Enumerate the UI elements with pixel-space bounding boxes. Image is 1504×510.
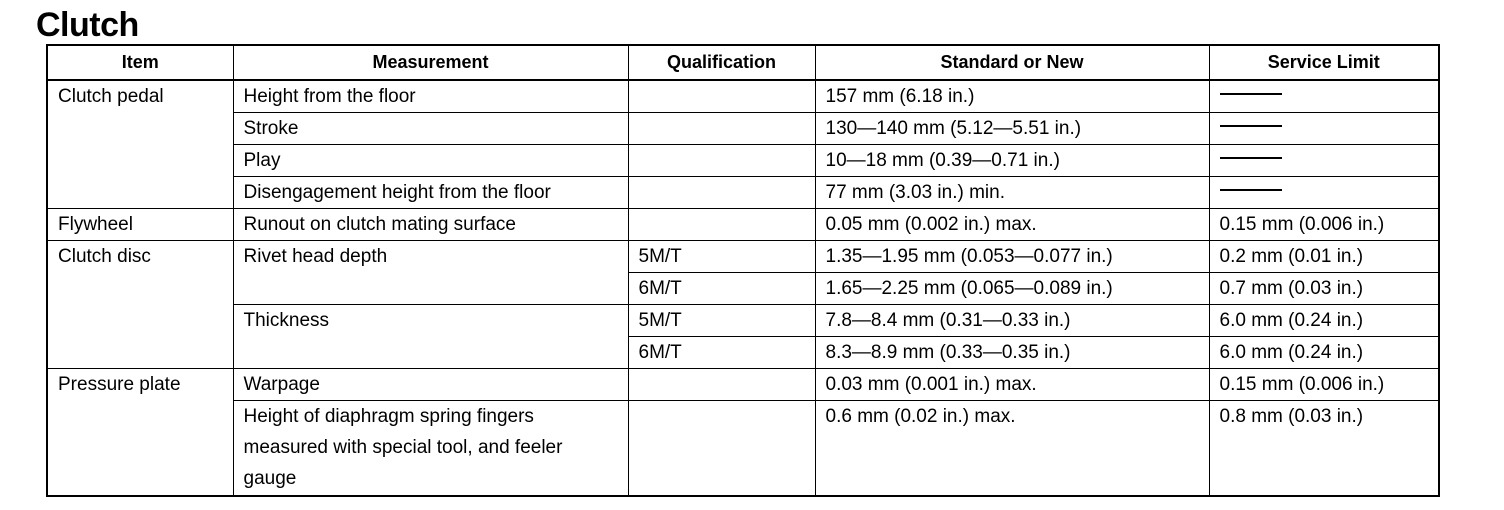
- qualification-cell: [628, 145, 815, 177]
- clutch-spec-table: [46, 44, 1440, 497]
- measurement-cell: Height of diaphragm spring fingers measured with special tool, and feeler gauge: [233, 401, 628, 497]
- limit-cell: [1209, 113, 1439, 145]
- header-measurement: Measurement: [233, 45, 628, 80]
- table-row: [47, 401, 1439, 497]
- measurement-cell: Height from the floor: [233, 80, 628, 113]
- header-qualification: Qualification: [628, 45, 815, 80]
- table-row: [47, 305, 1439, 337]
- measurement-cell: Play: [233, 145, 628, 177]
- limit-cell: 6.0 mm (0.24 in.): [1209, 337, 1439, 369]
- qualification-cell: [628, 401, 815, 497]
- standard-cell: 1.35—1.95 mm (0.053—0.077 in.): [815, 241, 1209, 273]
- limit-cell: 0.8 mm (0.03 in.): [1209, 401, 1439, 497]
- table-header-row: [47, 45, 1439, 80]
- item-cell: Clutch disc: [47, 241, 233, 369]
- table-row: [47, 80, 1439, 113]
- table-row: [47, 369, 1439, 401]
- qualification-cell: [628, 80, 815, 113]
- measurement-cell: Warpage: [233, 369, 628, 401]
- limit-cell: 0.15 mm (0.006 in.): [1209, 209, 1439, 241]
- standard-cell: 10—18 mm (0.39—0.71 in.): [815, 145, 1209, 177]
- standard-cell: 0.05 mm (0.002 in.) max.: [815, 209, 1209, 241]
- qualification-cell: [628, 177, 815, 209]
- header-service-limit: Service Limit: [1209, 45, 1439, 80]
- table-row: [47, 209, 1439, 241]
- standard-cell: 1.65—2.25 mm (0.065—0.089 in.): [815, 273, 1209, 305]
- limit-cell: [1209, 145, 1439, 177]
- table-row: [47, 145, 1439, 177]
- qualification-cell: [628, 369, 815, 401]
- table-row: [47, 113, 1439, 145]
- item-cell: Flywheel: [47, 209, 233, 241]
- measurement-cell: Stroke: [233, 113, 628, 145]
- dash-line: [1220, 125, 1282, 127]
- item-cell: Clutch pedal: [47, 80, 233, 209]
- dash-line: [1220, 189, 1282, 191]
- limit-cell: 0.15 mm (0.006 in.): [1209, 369, 1439, 401]
- standard-cell: 7.8—8.4 mm (0.31—0.33 in.): [815, 305, 1209, 337]
- page-title: Clutch: [36, 6, 139, 44]
- measurement-cell: Runout on clutch mating surface: [233, 209, 628, 241]
- item-cell: Pressure plate: [47, 369, 233, 497]
- standard-cell: 130—140 mm (5.12—5.51 in.): [815, 113, 1209, 145]
- standard-cell: 0.03 mm (0.001 in.) max.: [815, 369, 1209, 401]
- limit-cell: 6.0 mm (0.24 in.): [1209, 305, 1439, 337]
- qualification-cell: 5M/T: [628, 241, 815, 273]
- qualification-cell: 6M/T: [628, 337, 815, 369]
- measurement-cell: Thickness: [233, 305, 628, 369]
- header-standard: Standard or New: [815, 45, 1209, 80]
- qualification-cell: 5M/T: [628, 305, 815, 337]
- qualification-cell: [628, 209, 815, 241]
- qualification-cell: [628, 113, 815, 145]
- measurement-cell: Rivet head depth: [233, 241, 628, 305]
- qualification-cell: 6M/T: [628, 273, 815, 305]
- standard-cell: 157 mm (6.18 in.): [815, 80, 1209, 113]
- measurement-cell: Disengagement height from the floor: [233, 177, 628, 209]
- standard-cell: 8.3—8.9 mm (0.33—0.35 in.): [815, 337, 1209, 369]
- limit-cell: 0.7 mm (0.03 in.): [1209, 273, 1439, 305]
- standard-cell: 0.6 mm (0.02 in.) max.: [815, 401, 1209, 497]
- dash-line: [1220, 93, 1282, 95]
- limit-cell: 0.2 mm (0.01 in.): [1209, 241, 1439, 273]
- dash-line: [1220, 157, 1282, 159]
- table-row: [47, 241, 1439, 273]
- limit-cell: [1209, 177, 1439, 209]
- limit-cell: [1209, 80, 1439, 113]
- standard-cell: 77 mm (3.03 in.) min.: [815, 177, 1209, 209]
- header-item: Item: [47, 45, 233, 80]
- table-row: [47, 177, 1439, 209]
